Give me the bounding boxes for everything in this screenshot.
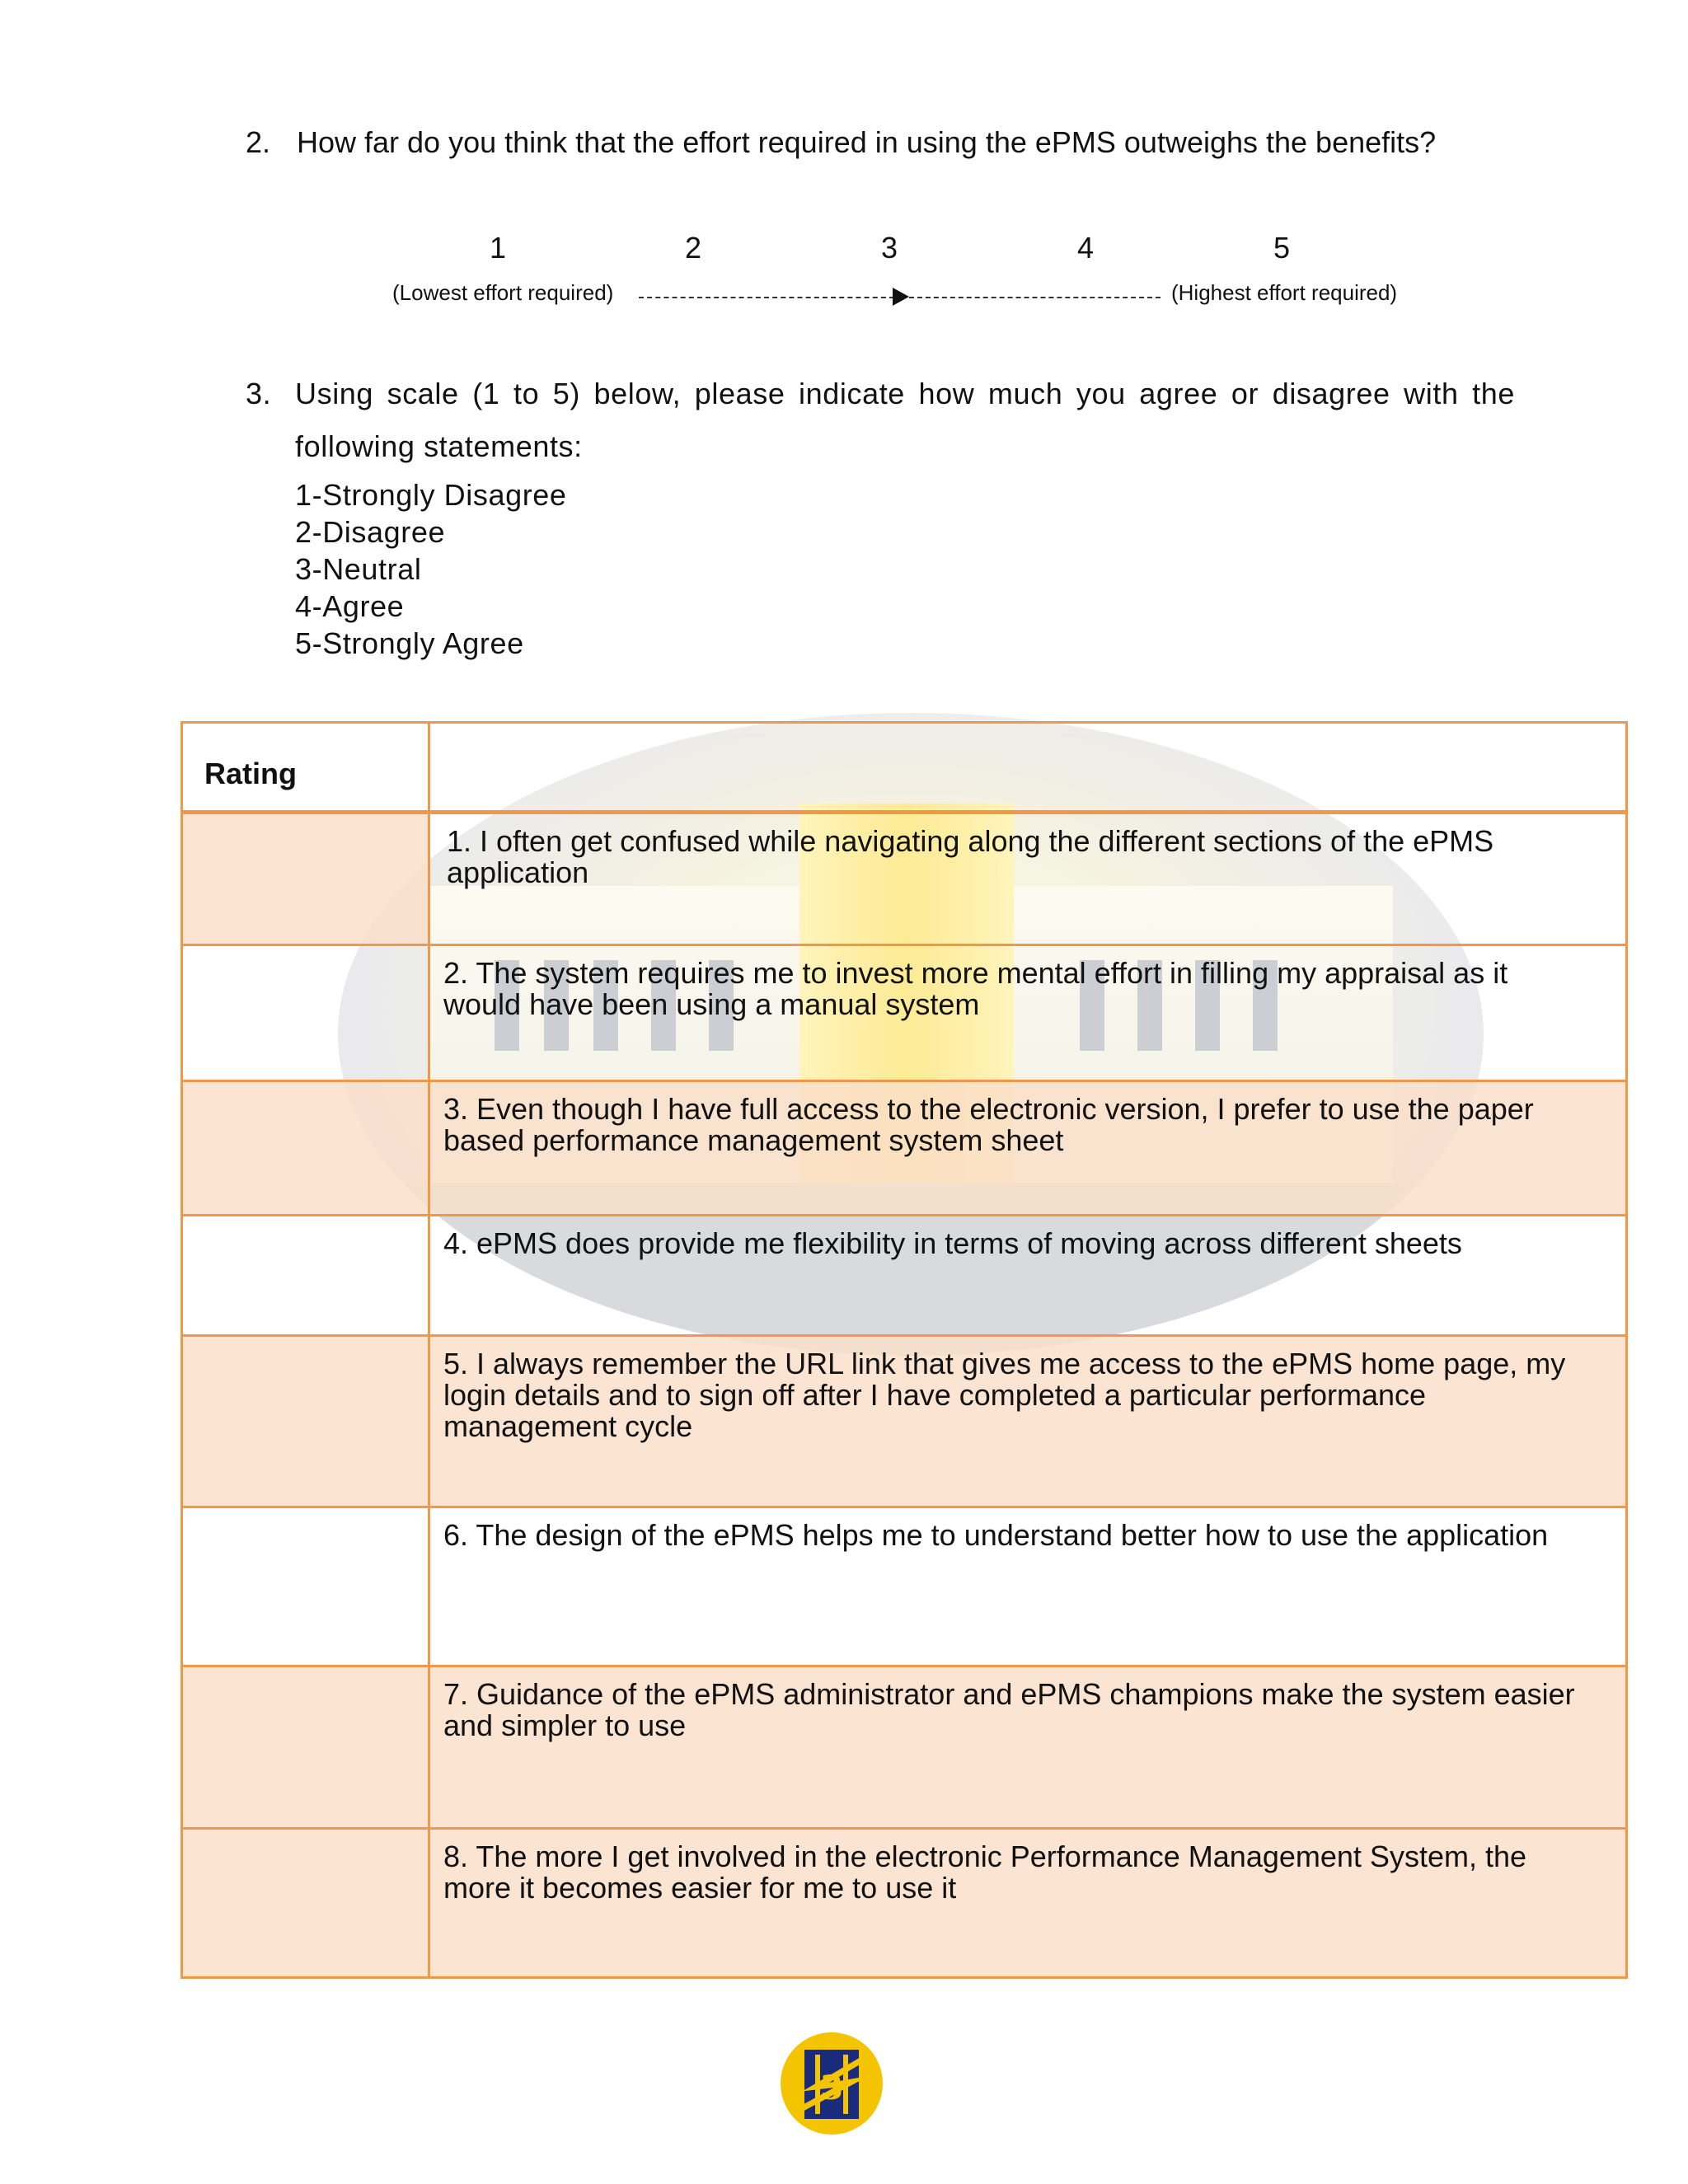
statement-cell: 7. Guidance of the ePMS administrator and ePMS champions make the system easier and simpler to use <box>443 1677 1575 1742</box>
scale-point-3: 3 <box>881 231 898 265</box>
rating-cell[interactable] <box>183 1216 430 1334</box>
question-2-text: How far do you think that the effort required in using the ePMS outweighs the benefits? <box>297 125 1437 159</box>
table-row <box>183 1337 1625 1508</box>
table-row <box>183 1216 1625 1337</box>
header-rating: Rating <box>183 724 430 810</box>
statement-cell: 5. I always remember the URL link that gives me access to the ePMS home page, my login details and to sign off after I have completed a particular performance management cycle <box>443 1347 1566 1443</box>
question-3-number: 3. <box>246 377 272 410</box>
scale-point-4: 4 <box>1077 231 1095 265</box>
scale-point-5: 5 <box>1273 231 1291 265</box>
table-row <box>183 814 1625 946</box>
question-2-number: 2. <box>246 125 271 159</box>
statement-cell: 8. The more I get involved in the electronic Performance Management System, the more it becomes easier for me to use it <box>443 1840 1526 1905</box>
page-number: 3 <box>820 2069 843 2107</box>
dashed-line-left <box>639 297 894 298</box>
rating-table <box>181 721 1628 1979</box>
question-3-text: Using scale (1 to 5) below, please indicate how much you agree or disagree with the following statements: <box>295 377 1515 463</box>
rating-cell[interactable] <box>183 1667 430 1827</box>
statement-cell: 1. I often get confused while navigating along the different sections of the ePMS application <box>447 824 1494 889</box>
rating-cell[interactable] <box>183 1830 430 1976</box>
scale-item: 3-Neutral <box>295 552 422 586</box>
table-row <box>183 1667 1625 1830</box>
dashed-line-right <box>909 297 1160 298</box>
scale-item: 4-Agree <box>295 589 405 623</box>
effort-scale-line <box>0 280 1688 313</box>
statement-cell: 2. The system requires me to invest more mental effort in filling my appraisal as it would have been using a manual system <box>443 956 1508 1021</box>
table-row <box>183 1830 1625 1976</box>
low-effort-label: (Lowest effort required) <box>392 280 614 305</box>
scale-point-1: 1 <box>490 231 507 265</box>
rating-cell[interactable] <box>183 1508 430 1665</box>
rating-cell[interactable] <box>183 946 430 1080</box>
header-statement <box>430 724 1625 810</box>
table-header-row <box>183 724 1625 814</box>
effort-scale-numbers <box>0 231 1688 272</box>
arrow-right-icon <box>893 288 909 306</box>
rating-cell[interactable] <box>183 1337 430 1506</box>
statement-cell: 3. Even though I have full access to the electronic version, I prefer to use the paper based performance management system sheet <box>443 1092 1534 1157</box>
question-2 <box>246 124 1436 162</box>
high-effort-label: (Highest effort required) <box>1171 280 1398 305</box>
table-row <box>183 1082 1625 1216</box>
company-logo-icon <box>780 2032 884 2135</box>
statement-cell: 6. The design of the ePMS helps me to understand better how to use the application <box>443 1518 1549 1552</box>
scale-point-2: 2 <box>685 231 702 265</box>
scale-item: 1-Strongly Disagree <box>295 478 567 512</box>
agreement-scale-list <box>295 476 567 662</box>
table-row <box>183 1508 1625 1667</box>
scale-item: 2-Disagree <box>295 515 446 549</box>
rating-cell[interactable] <box>183 814 430 944</box>
statement-cell: 4. ePMS does provide me flexibility in terms of moving across different sheets <box>443 1226 1462 1260</box>
scale-item: 5-Strongly Agree <box>295 626 524 660</box>
table-row <box>183 946 1625 1082</box>
rating-cell[interactable] <box>183 1082 430 1214</box>
